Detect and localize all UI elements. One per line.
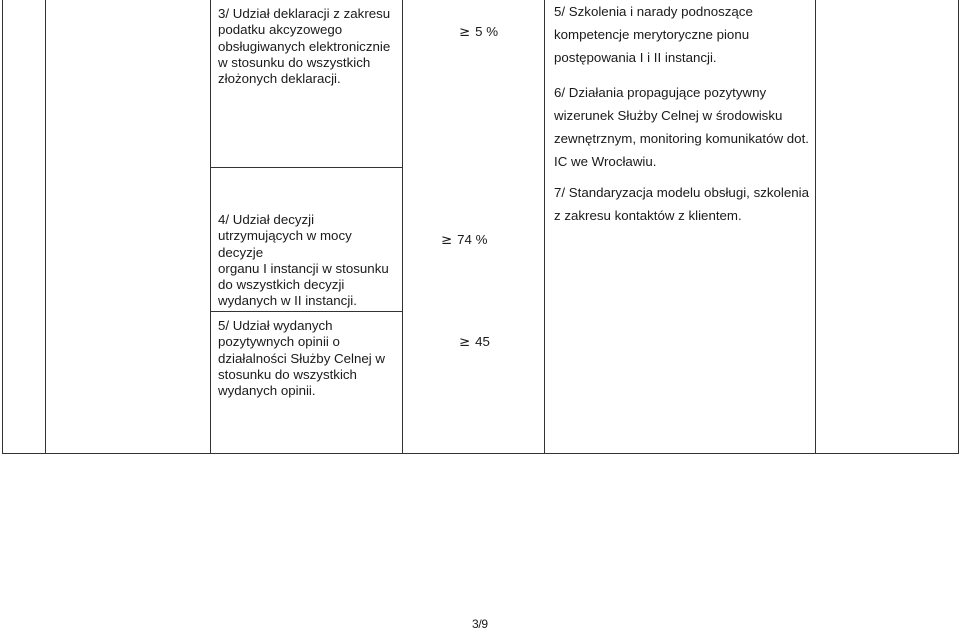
indicator-4-text: 4/ Udział decyzji utrzymujących w mocy decyzje organu I instancji w stosunku do wszystkich decyzji wydanych w II instancji. (218, 212, 389, 309)
greater-equal-icon: ≥ (459, 25, 471, 40)
actions-list (554, 0, 814, 227)
indicator-5-text: 5/ Udział wydanych pozytywnych opinii o działalności Służby Celnej w stosunku do wszystkich wydanych opinii. (218, 318, 386, 399)
target-value-4-text: 74 % (457, 232, 488, 247)
target-value-5-text: 45 (475, 334, 490, 349)
indicator-3-text: 3/ Udział deklaracji z zakresu podatku akcyzowego obsługiwanych elektronicznie w stosunku do wszystkich złożonych deklaracji. (218, 6, 391, 87)
action-item-7: 7/ Standaryzacja modelu obsługi, szkolenia z zakresu kontaktów z klientem. (554, 185, 810, 223)
action-item-6: 6/ Działania propagujące pozytywny wizerunek Służby Celnej w środowisku zewnętrznym, monitoring komunikatów dot. IC we Wrocławiu. (554, 85, 809, 169)
column-divider (210, 0, 211, 453)
target-value-3-text: 5 % (475, 24, 499, 39)
greater-equal-icon: ≥ (441, 233, 453, 248)
row-divider (210, 167, 403, 168)
target-value-5 (459, 334, 490, 351)
greater-equal-icon: ≥ (459, 335, 471, 350)
column-divider (544, 0, 545, 453)
action-item-5: 5/ Szkolenia i narady podnoszące kompetencje merytoryczne pionu postępowania I i II instancji. (554, 4, 753, 65)
row-divider (210, 311, 403, 312)
target-value-4 (441, 232, 487, 249)
target-value-3 (459, 24, 498, 41)
column-divider (815, 0, 816, 453)
measures-table (2, 0, 959, 454)
page-number: 3/9 (472, 617, 488, 631)
column-divider (45, 0, 46, 453)
column-divider (402, 0, 403, 453)
